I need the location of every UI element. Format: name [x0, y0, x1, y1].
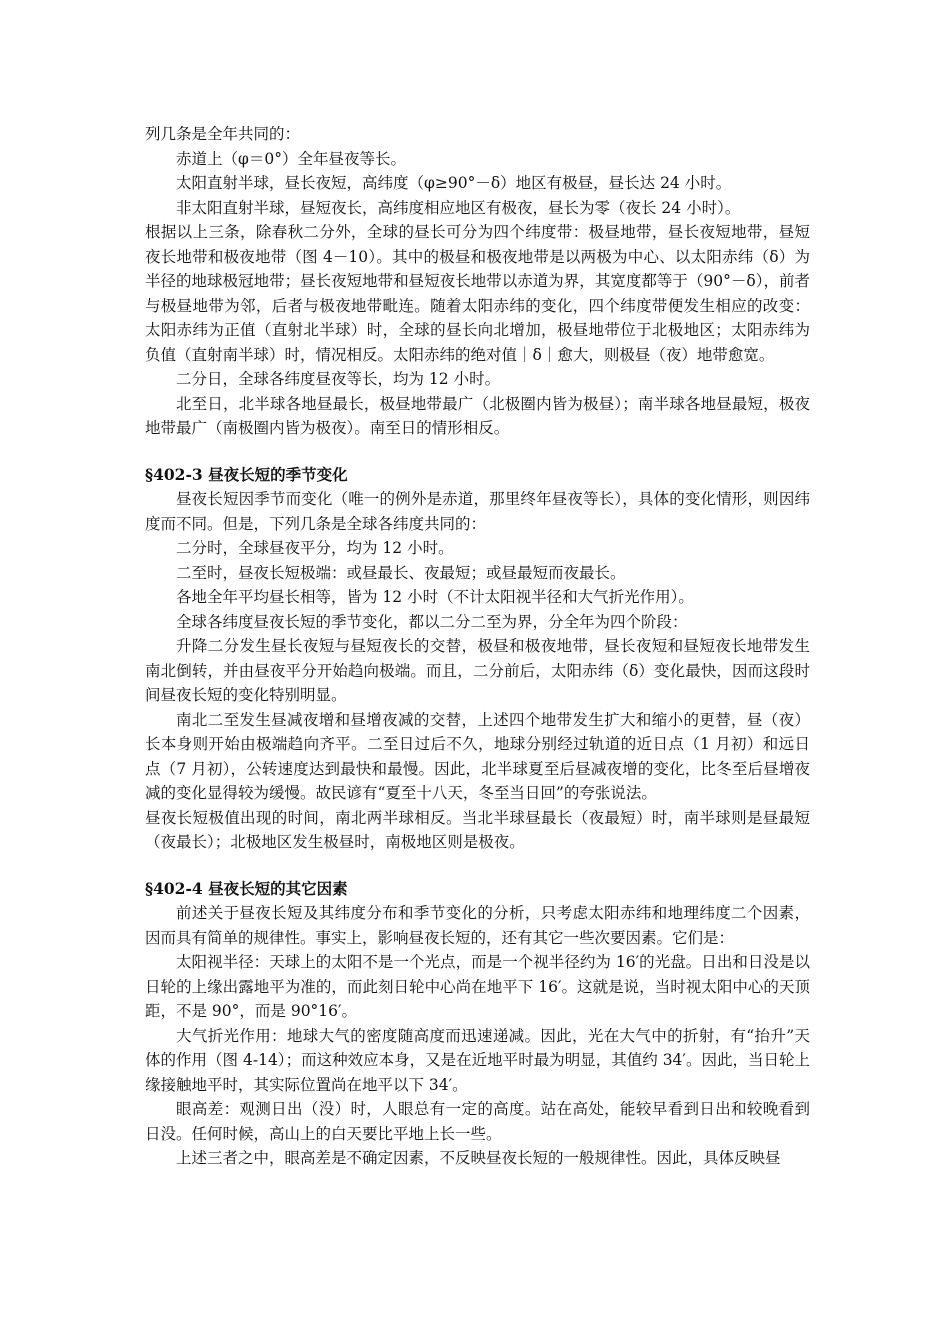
para-annual-average: 各地全年平均昼长相等，皆为 12 小时（不计太阳视半径和大气折光作用）。 — [176, 588, 694, 606]
para-solstice: 北至日，北半球各地昼最长，极昼地带最广（北极圈内皆为极昼）；南半球各地昼最短，极夜地带最广（南极圈内皆为极夜）。南至日的情形相反。 — [145, 394, 810, 437]
para-eye-height: 眼高差：观测日出（没）时，人眼总有一定的高度。站在高处，能较早看到日出和较晚看到日没。任何时候，高山上的白天要比平地上长一些。 — [145, 1100, 810, 1143]
para-refraction: 大气折光作用：地球大气的密度随高度而迅速递减。因此，光在大气中的折射，有“抬升”天体的作用（图 4-14）；而这种效应本身，又是在近地平时最为明显，其值约 34′。因此，当日轮上缘接触地平时，其实际位置尚在地平以下 34′。 — [145, 1026, 810, 1094]
para-equinox-equal: 二分时，全球昼夜平分，均为 12 小时。 — [176, 539, 454, 557]
para-equinox-transition: 升降二分发生昼长夜短与昼短夜长的交替，极昼和极夜地带，昼长夜短和昼短夜长地带发生南北倒转，并由昼夜平分开始趋向极端。而且，二分前后，太阳赤纬（δ）变化最快，因而这段时间昼夜长短的变化特别明显。 — [145, 637, 810, 704]
para-four-zones: 根据以上三条，除春秋二分外，全球的昼长可分为四个纬度带：极昼地带，昼长夜短地带，昼短夜长地带和极夜地带（图 4－10）。其中的极昼和极夜地带是以两极为中心、以太阳赤纬（δ）为半径的地球极冠地带；昼长夜短地带和昼短夜长地带以赤道为界，其宽度都等于（90°－δ），前者与极昼地带为邻，后者与极夜地带毗连。随着太阳赤纬的变化，四个纬度带便发生相应的改变：太阳赤纬为正值（直射北半球）时，全球的昼长向北增加，极昼地带位于北极地区；太阳赤纬为负值（直射南半球）时，情况相反。太阳赤纬的绝对值｜δ｜愈大，则极昼（夜）地带愈宽。 — [145, 223, 810, 364]
para-continuation: 列几条是全年共同的： — [145, 125, 301, 143]
para-solar-semidiameter: 太阳视半径：天球上的太阳不是一个光点，而是一个视半径约为 16′的光盘。日出和日没是以日轮的上缘出露地平为准的，而此刻日轮中心尚在地平下 16′。这就是说，当时视太阳中心的天顶距，不是 90°，而是 90°16′。 — [145, 953, 810, 1020]
para-solstice-extreme: 二至时，昼夜长短极端：或昼最长、夜最短；或昼最短而夜最长。 — [176, 563, 626, 582]
section-gap — [145, 855, 810, 877]
para-non-sunlit-hemisphere: 非太阳直射半球，昼短夜长，高纬度相应地区有极夜，昼长为零（夜长 24 小时）。 — [176, 198, 741, 217]
para-four-stages: 全球各纬度昼夜长短的季节变化，都以二分二至为界，分全年为四个阶段： — [176, 612, 688, 631]
para-hemisphere-opposite: 昼夜长短极值出现的时间，南北两半球相反。当北半球昼最长（夜最短）时，南半球则是昼最短（夜最长）；北极地区发生极昼时，南极地区则是极夜。 — [145, 808, 810, 851]
section-gap — [145, 441, 810, 463]
para-solstice-transition: 南北二至发生昼减夜增和昼增夜减的交替，上述四个地带发生扩大和缩小的更替，昼（夜）长本身则开始由极端趋向齐平。二至日过后不久，地球分别经过轨道的近日点（1 月初）和远日点（7 月初），公转速度达到最快和最慢。因此，北半球夏至后昼减夜增的变化，比冬至后昼增夜减的变化显得较为缓慢。故民谚有“夏至十八天，冬至当日回”的夸张说法。 — [145, 710, 810, 802]
para-seasonal-intro: 昼夜长短因季节而变化（唯一的例外是赤道，那里终年昼夜等长），具体的变化情形，则因纬度而不同。但是，下列几条是全球各纬度共同的： — [145, 490, 810, 533]
para-equinox: 二分日，全球各纬度昼夜等长，均为 12 小时。 — [176, 370, 501, 388]
heading-402-3: §402-3 昼夜长短的季节变化 — [145, 464, 348, 484]
para-other-factors-intro: 前述关于昼夜长短及其纬度分布和季节变化的分析，只考虑太阳赤纬和地理纬度二个因素，因而具有简单的规律性。事实上，影响昼夜长短的，还有其它一些次要因素。它们是： — [145, 904, 810, 947]
para-summary: 上述三者之中，眼高差是不确定因素，不反映昼夜长短的一般规律性。因此，具体反映昼 — [176, 1149, 781, 1167]
para-equator: 赤道上（φ＝0°）全年昼夜等长。 — [176, 149, 406, 168]
para-sunlit-hemisphere: 太阳直射半球，昼长夜短，高纬度（φ≥90°－δ）地区有极昼，昼长达 24 小时。 — [176, 174, 732, 192]
document-page — [145, 122, 810, 1171]
heading-402-4: §402-4 昼夜长短的其它因素 — [145, 878, 348, 898]
